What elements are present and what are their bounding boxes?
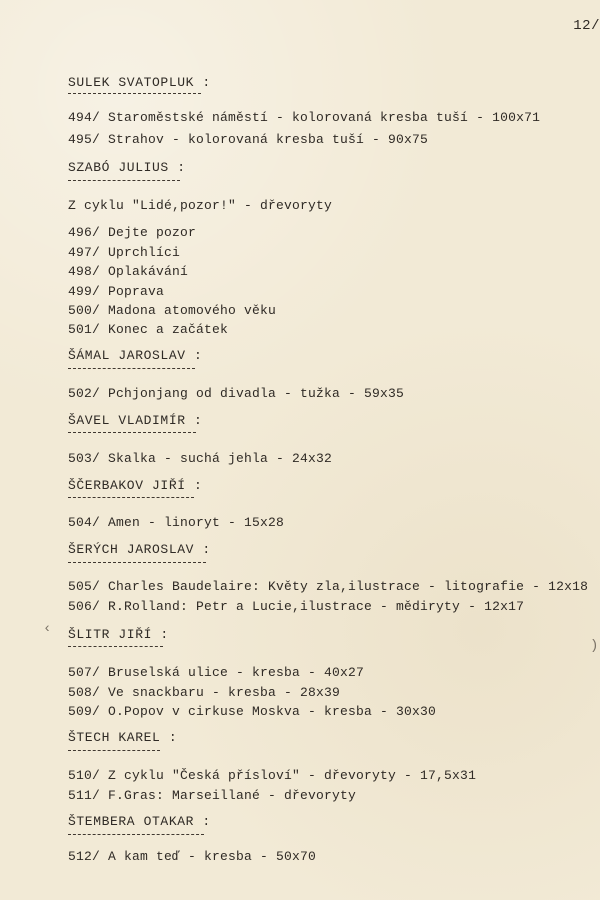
section-heading-scerbakov-jiri: ŠČERBAKOV JIŘÍ : <box>68 478 203 493</box>
entry-494: 494/ Staroměstské náměstí - kolorovaná kresba tuší - 100x71 <box>68 110 541 125</box>
entry-506: 506/ R.Rolland: Petr a Lucie,ilustrace - mědiryty - 12x17 <box>68 599 525 614</box>
entry-509: 509/ O.Popov v cirkuse Moskva - kresba - 30x30 <box>68 704 437 719</box>
heading-underline <box>68 834 204 835</box>
heading-underline <box>68 180 180 181</box>
heading-underline <box>68 368 195 369</box>
entry-508: 508/ Ve snackbaru - kresba - 28x39 <box>68 685 341 700</box>
cycle-line-lide-pozor: Z cyklu "Lidé,pozor!" - dřevoryty <box>68 198 333 213</box>
paper-mark: ) <box>590 638 599 654</box>
section-heading-sulek-svatopluk: SULEK SVATOPLUK : <box>68 75 211 90</box>
heading-underline <box>68 750 160 751</box>
page-number: 12/ <box>573 18 600 34</box>
entry-510: 510/ Z cyklu "Česká přísloví" - dřevoryty - 17,5x31 <box>68 768 477 783</box>
paper-mark: ‹ <box>43 621 52 637</box>
section-heading-slitr-jiri: ŠLITR JIŘÍ : <box>68 627 169 642</box>
entry-507: 507/ Bruselská ulice - kresba - 40x27 <box>68 665 365 680</box>
heading-underline <box>68 497 194 498</box>
entry-501: 501/ Konec a začátek <box>68 322 229 337</box>
heading-underline <box>68 432 196 433</box>
entry-504: 504/ Amen - linoryt - 15x28 <box>68 515 285 530</box>
section-heading-serych-jaroslav: ŠERÝCH JAROSLAV : <box>68 542 211 557</box>
section-heading-stech-karel: ŠTECH KAREL : <box>68 730 178 745</box>
entry-511: 511/ F.Gras: Marseillané - dřevoryty <box>68 788 357 803</box>
heading-underline <box>68 646 163 647</box>
section-heading-samal-jaroslav: ŠÁMAL JAROSLAV : <box>68 348 203 363</box>
heading-underline <box>68 93 201 94</box>
section-heading-szabo-julius: SZABÓ JULIUS : <box>68 160 186 175</box>
entry-496: 496/ Dejte pozor <box>68 225 197 240</box>
entry-498: 498/ Oplakávání <box>68 264 189 279</box>
section-heading-savel-vladimir: ŠAVEL VLADIMÍR : <box>68 413 203 428</box>
entry-502: 502/ Pchjonjang od divadla - tužka - 59x35 <box>68 386 405 401</box>
entry-503: 503/ Skalka - suchá jehla - 24x32 <box>68 451 333 466</box>
entry-499: 499/ Poprava <box>68 284 165 299</box>
entry-497: 497/ Uprchlíci <box>68 245 181 260</box>
section-heading-stembera-otakar: ŠTEMBERA OTAKAR : <box>68 814 211 829</box>
entry-505: 505/ Charles Baudelaire: Květy zla,ilustrace - litografie - 12x18 <box>68 579 589 594</box>
heading-underline <box>68 562 206 563</box>
entry-500: 500/ Madona atomového věku <box>68 303 277 318</box>
entry-495: 495/ Strahov - kolorovaná kresba tuší - 90x75 <box>68 132 429 147</box>
entry-512: 512/ A kam teď - kresba - 50x70 <box>68 849 317 864</box>
